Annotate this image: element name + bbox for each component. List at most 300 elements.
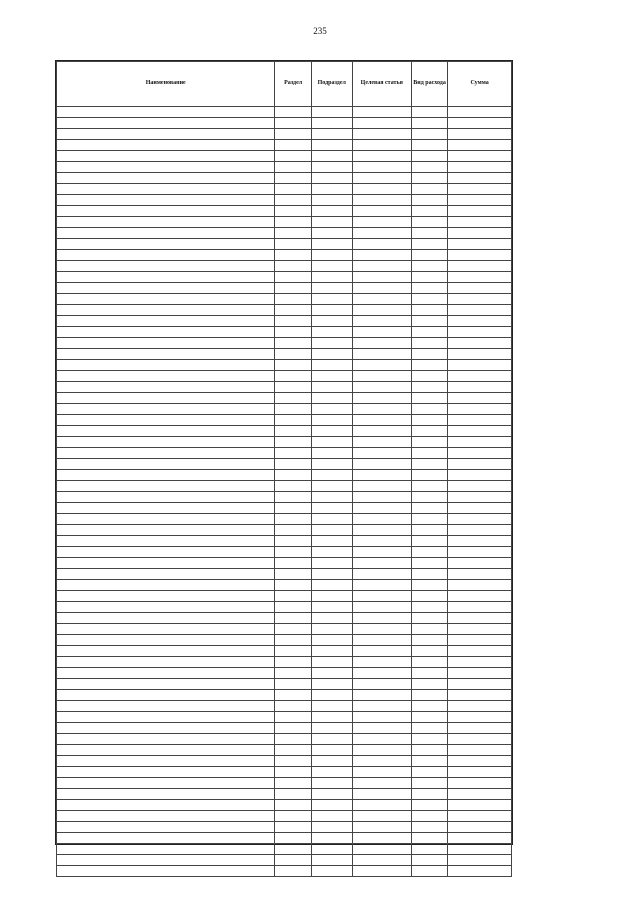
table-row <box>57 624 512 635</box>
table-cell <box>411 866 447 877</box>
table-cell <box>448 228 512 239</box>
table-cell <box>311 558 352 569</box>
table-cell <box>275 184 311 195</box>
table-cell <box>411 778 447 789</box>
table-row <box>57 239 512 250</box>
table-cell <box>57 371 275 382</box>
table-cell <box>448 272 512 283</box>
table-row <box>57 272 512 283</box>
table-cell <box>448 668 512 679</box>
table-row <box>57 745 512 756</box>
table-cell <box>57 503 275 514</box>
table-cell <box>275 437 311 448</box>
table-row <box>57 767 512 778</box>
table-row <box>57 844 512 855</box>
table-cell <box>352 569 411 580</box>
table-cell <box>275 195 311 206</box>
table-cell <box>275 866 311 877</box>
table-cell <box>275 767 311 778</box>
table-cell <box>411 283 447 294</box>
table-cell <box>57 679 275 690</box>
table-cell <box>411 393 447 404</box>
table-cell <box>448 503 512 514</box>
table-cell <box>57 316 275 327</box>
table-cell <box>275 140 311 151</box>
table-cell <box>311 525 352 536</box>
table-cell <box>311 866 352 877</box>
table-cell <box>275 712 311 723</box>
table-cell <box>275 492 311 503</box>
table-cell <box>57 382 275 393</box>
table-cell <box>448 206 512 217</box>
table-cell <box>411 426 447 437</box>
table-cell <box>311 492 352 503</box>
table-cell <box>57 415 275 426</box>
table-cell <box>275 481 311 492</box>
table-cell <box>275 745 311 756</box>
table-cell <box>448 261 512 272</box>
table-row <box>57 756 512 767</box>
table-cell <box>411 613 447 624</box>
table-cell <box>352 371 411 382</box>
table-cell <box>411 118 447 129</box>
table-row <box>57 261 512 272</box>
table-cell <box>448 734 512 745</box>
table-cell <box>352 822 411 833</box>
table-cell <box>448 712 512 723</box>
table-cell <box>411 646 447 657</box>
table-cell <box>275 129 311 140</box>
table-cell <box>448 481 512 492</box>
table-cell <box>311 261 352 272</box>
table-cell <box>352 613 411 624</box>
table-cell <box>448 360 512 371</box>
table-cell <box>448 580 512 591</box>
table-row <box>57 327 512 338</box>
table-cell <box>448 800 512 811</box>
table-cell <box>352 624 411 635</box>
table-row <box>57 426 512 437</box>
table-cell <box>411 129 447 140</box>
budget-table <box>55 60 513 845</box>
table-row <box>57 283 512 294</box>
table-row <box>57 525 512 536</box>
table-cell <box>448 349 512 360</box>
table-cell <box>275 624 311 635</box>
table-cell <box>411 349 447 360</box>
table-cell <box>411 503 447 514</box>
table-cell <box>411 404 447 415</box>
table-cell <box>352 646 411 657</box>
table-cell <box>411 415 447 426</box>
table-cell <box>311 734 352 745</box>
table-cell <box>411 833 447 844</box>
table-cell <box>275 426 311 437</box>
table-cell <box>448 624 512 635</box>
table-cell <box>352 481 411 492</box>
table-cell <box>311 723 352 734</box>
table-cell <box>311 250 352 261</box>
table-cell <box>448 448 512 459</box>
table-row <box>57 613 512 624</box>
table-cell <box>57 734 275 745</box>
table-cell <box>57 646 275 657</box>
table-cell <box>57 393 275 404</box>
table-row <box>57 712 512 723</box>
table-cell <box>311 349 352 360</box>
table-cell <box>275 239 311 250</box>
table-cell <box>57 690 275 701</box>
table-cell <box>411 206 447 217</box>
table-cell <box>311 305 352 316</box>
table-cell <box>57 855 275 866</box>
table-cell <box>352 195 411 206</box>
table-row <box>57 118 512 129</box>
table-cell <box>411 250 447 261</box>
table-cell <box>311 239 352 250</box>
table-cell <box>411 690 447 701</box>
table-row <box>57 250 512 261</box>
table-row <box>57 734 512 745</box>
table-cell <box>352 184 411 195</box>
table-cell <box>57 151 275 162</box>
table-cell <box>352 250 411 261</box>
header-section: Раздел <box>275 62 311 107</box>
table-cell <box>311 767 352 778</box>
header-amount: Сумма <box>448 62 512 107</box>
table-cell <box>311 371 352 382</box>
table-row <box>57 800 512 811</box>
table-cell <box>311 569 352 580</box>
table-cell <box>448 492 512 503</box>
table-cell <box>311 162 352 173</box>
table-cell <box>448 701 512 712</box>
table-cell <box>275 415 311 426</box>
table-row <box>57 195 512 206</box>
table-cell <box>311 822 352 833</box>
table-cell <box>275 371 311 382</box>
table-cell <box>311 679 352 690</box>
table-cell <box>57 162 275 173</box>
table-cell <box>352 272 411 283</box>
table-cell <box>352 448 411 459</box>
table-cell <box>57 250 275 261</box>
table-cell <box>311 404 352 415</box>
table-cell <box>411 855 447 866</box>
table-row <box>57 569 512 580</box>
table-cell <box>448 426 512 437</box>
table-cell <box>57 239 275 250</box>
table-cell <box>57 602 275 613</box>
table-cell <box>448 239 512 250</box>
table-cell <box>57 206 275 217</box>
table-cell <box>411 723 447 734</box>
table-cell <box>275 536 311 547</box>
table-cell <box>352 866 411 877</box>
table-cell <box>57 426 275 437</box>
table-cell <box>311 756 352 767</box>
table-cell <box>448 833 512 844</box>
table-cell <box>311 118 352 129</box>
table-cell <box>275 657 311 668</box>
table-cell <box>352 536 411 547</box>
table-cell <box>57 712 275 723</box>
table-row <box>57 668 512 679</box>
table-cell <box>352 382 411 393</box>
table-cell <box>311 437 352 448</box>
table-cell <box>411 371 447 382</box>
table-cell <box>57 294 275 305</box>
table-cell <box>311 591 352 602</box>
table-cell <box>448 118 512 129</box>
table-cell <box>275 646 311 657</box>
table-cell <box>311 184 352 195</box>
table-row <box>57 162 512 173</box>
table-cell <box>352 657 411 668</box>
table-cell <box>352 745 411 756</box>
table-cell <box>448 855 512 866</box>
table-cell <box>352 492 411 503</box>
table-cell <box>311 646 352 657</box>
table-row <box>57 833 512 844</box>
table-cell <box>352 635 411 646</box>
table-cell <box>275 701 311 712</box>
table-cell <box>57 778 275 789</box>
table-cell <box>448 338 512 349</box>
table-cell <box>275 206 311 217</box>
table-cell <box>352 734 411 745</box>
table-cell <box>275 382 311 393</box>
table-cell <box>57 756 275 767</box>
table-cell <box>411 382 447 393</box>
table-cell <box>411 712 447 723</box>
table-row <box>57 228 512 239</box>
table-cell <box>448 470 512 481</box>
table-cell <box>448 811 512 822</box>
table-cell <box>275 822 311 833</box>
table-cell <box>352 118 411 129</box>
table-cell <box>57 459 275 470</box>
table-row <box>57 679 512 690</box>
table-cell <box>275 338 311 349</box>
table-cell <box>411 756 447 767</box>
table-row <box>57 217 512 228</box>
table-cell <box>57 514 275 525</box>
table-cell <box>275 272 311 283</box>
table-cell <box>448 822 512 833</box>
table-cell <box>411 107 447 118</box>
table-cell <box>57 822 275 833</box>
table-cell <box>311 602 352 613</box>
table-cell <box>57 184 275 195</box>
table-cell <box>275 679 311 690</box>
table-cell <box>448 602 512 613</box>
table-cell <box>275 778 311 789</box>
table-cell <box>275 800 311 811</box>
table-cell <box>275 844 311 855</box>
table-cell <box>352 844 411 855</box>
table-cell <box>411 811 447 822</box>
table-cell <box>448 195 512 206</box>
table-cell <box>352 580 411 591</box>
table-cell <box>275 833 311 844</box>
table-cell <box>411 547 447 558</box>
table-cell <box>275 690 311 701</box>
table-cell <box>411 591 447 602</box>
table-cell <box>57 349 275 360</box>
table-cell <box>275 525 311 536</box>
header-expense-type: Вид расхода <box>411 62 447 107</box>
table-cell <box>411 305 447 316</box>
table-cell <box>448 723 512 734</box>
table-row <box>57 646 512 657</box>
table-row <box>57 382 512 393</box>
table-row <box>57 789 512 800</box>
table-row <box>57 470 512 481</box>
table-cell <box>275 283 311 294</box>
table-cell <box>275 294 311 305</box>
table-cell <box>275 558 311 569</box>
table-row <box>57 822 512 833</box>
table-row <box>57 866 512 877</box>
table-cell <box>311 514 352 525</box>
table-cell <box>311 206 352 217</box>
table-cell <box>275 569 311 580</box>
table-cell <box>311 701 352 712</box>
table-cell <box>448 382 512 393</box>
table-cell <box>411 162 447 173</box>
table-cell <box>275 613 311 624</box>
table-cell <box>448 316 512 327</box>
table-cell <box>352 800 411 811</box>
table-cell <box>275 547 311 558</box>
table-row <box>57 723 512 734</box>
table-cell <box>352 305 411 316</box>
table-cell <box>57 195 275 206</box>
table-cell <box>275 228 311 239</box>
table-cell <box>411 745 447 756</box>
table-cell <box>311 415 352 426</box>
table-cell <box>311 580 352 591</box>
table-cell <box>352 602 411 613</box>
table-row <box>57 305 512 316</box>
table-cell <box>57 624 275 635</box>
budget-table-header <box>57 62 512 107</box>
table-cell <box>448 569 512 580</box>
table-cell <box>411 481 447 492</box>
table-row <box>57 206 512 217</box>
table-cell <box>352 140 411 151</box>
table-row <box>57 558 512 569</box>
table-cell <box>311 459 352 470</box>
table-cell <box>275 448 311 459</box>
table-cell <box>311 745 352 756</box>
table-row <box>57 415 512 426</box>
table-cell <box>311 107 352 118</box>
table-cell <box>352 415 411 426</box>
table-cell <box>311 294 352 305</box>
table-cell <box>352 503 411 514</box>
header-target-item: Целевая статья <box>352 62 411 107</box>
table-cell <box>352 668 411 679</box>
table-cell <box>448 679 512 690</box>
table-cell <box>411 470 447 481</box>
table-cell <box>57 866 275 877</box>
table-cell <box>448 294 512 305</box>
table-cell <box>311 800 352 811</box>
table-cell <box>448 646 512 657</box>
table-row <box>57 602 512 613</box>
table-cell <box>57 272 275 283</box>
table-cell <box>411 602 447 613</box>
table-cell <box>352 338 411 349</box>
table-cell <box>448 250 512 261</box>
table-cell <box>352 217 411 228</box>
table-cell <box>352 679 411 690</box>
table-cell <box>275 349 311 360</box>
table-cell <box>352 228 411 239</box>
table-row <box>57 140 512 151</box>
table-cell <box>275 811 311 822</box>
table-cell <box>411 767 447 778</box>
table-cell <box>448 305 512 316</box>
table-cell <box>275 503 311 514</box>
table-cell <box>352 107 411 118</box>
table-cell <box>411 294 447 305</box>
table-cell <box>411 217 447 228</box>
table-cell <box>411 635 447 646</box>
table-row <box>57 690 512 701</box>
table-row <box>57 294 512 305</box>
table-cell <box>411 151 447 162</box>
table-row <box>57 514 512 525</box>
table-cell <box>352 360 411 371</box>
table-row <box>57 536 512 547</box>
table-cell <box>57 360 275 371</box>
table-cell <box>311 448 352 459</box>
table-cell <box>57 470 275 481</box>
table-cell <box>311 778 352 789</box>
table-cell <box>448 415 512 426</box>
table-row <box>57 360 512 371</box>
table-cell <box>57 811 275 822</box>
table-cell <box>411 668 447 679</box>
table-cell <box>311 272 352 283</box>
table-cell <box>448 217 512 228</box>
table-cell <box>275 514 311 525</box>
table-cell <box>411 272 447 283</box>
table-cell <box>352 701 411 712</box>
table-cell <box>311 481 352 492</box>
table-cell <box>448 173 512 184</box>
table-cell <box>411 822 447 833</box>
table-cell <box>448 140 512 151</box>
table-cell <box>352 855 411 866</box>
table-cell <box>352 459 411 470</box>
table-cell <box>311 657 352 668</box>
table-cell <box>352 239 411 250</box>
table-cell <box>411 679 447 690</box>
table-cell <box>311 129 352 140</box>
table-cell <box>275 723 311 734</box>
table-cell <box>311 283 352 294</box>
table-cell <box>352 206 411 217</box>
table-row <box>57 635 512 646</box>
table-cell <box>411 492 447 503</box>
table-cell <box>352 294 411 305</box>
table-cell <box>57 833 275 844</box>
table-cell <box>448 327 512 338</box>
